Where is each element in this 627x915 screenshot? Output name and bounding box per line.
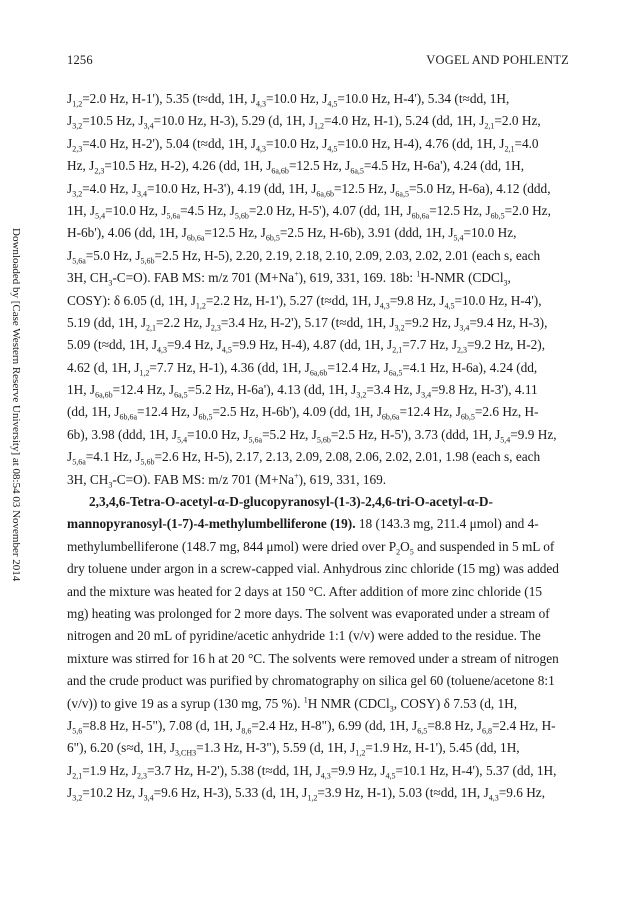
text-run: 6b), 3.98 (ddd, 1H, J [67,426,178,442]
text-run: =10.5 Hz, H-2), 4.26 (dd, 1H, J [104,158,272,174]
text-run: and the crude product was purified by chromatography on silica gel 60 (toluene/acetone 8:1 [67,673,555,689]
subscript: 5,4 [453,234,464,243]
subscript: 6b,6a [119,413,138,423]
text-line [67,88,569,110]
subscript: 6a,6b [271,166,289,176]
text-line [67,715,569,737]
text-run: dry toluene under argon in a screw-capped vial. Anhydrous zinc chloride (15 mg) was added [67,561,559,577]
text-run: =4.0 Hz, H-2'), 5.04 (t≈dd, 1H, J [82,135,256,151]
text-run: J [67,785,73,801]
text-run: 1H, J [67,382,96,398]
text-run: =5.0 Hz, J [85,247,141,263]
subscript: 1,2 [195,301,206,311]
text-run: =8.8 Hz, H-5"), 7.08 (d, 1H, J [82,717,242,733]
text-run: =12.4 Hz, J [137,404,199,420]
subscript: 5,6b [234,211,249,221]
subscript: 3,4 [136,189,147,199]
text-run: mg) heating was prolonged for 2 more days. The solvent was evaporated under a stream of [67,605,550,621]
text-run: nitrogen and 20 mL of pyridine/acetic anhydride 1:1 (v/v) were added to the residue. The [67,628,541,644]
subscript: 6b,5 [490,211,505,221]
text-line [67,603,569,625]
text-line [67,648,569,670]
text-line [67,558,569,580]
text-run: =2.6 Hz, H- [474,404,539,420]
text-run: =7.7 Hz, H-1), 4.36 (dd, 1H, J [149,359,310,375]
text-line [67,133,569,155]
subscript: 6,8 [481,726,492,736]
text-run: O [400,538,410,554]
subscript: 5,6b [316,435,331,445]
text-line [67,312,569,334]
subscript: 4,5 [327,144,338,154]
superscript: 1 [303,695,308,705]
subscript: 2,1 [146,323,157,333]
text-line [67,625,569,647]
text-run: COSY): δ 6.05 (d, 1H, J [67,292,196,308]
running-head: VOGEL AND POHLENTZ [426,53,569,67]
text-run: =12.5 Hz, J [204,225,266,241]
text-run: =10.0 Hz, H-4'), [454,292,542,308]
subscript: 6a,5 [174,390,188,400]
subscript: 3,2 [356,390,367,400]
text-run: 5.09 (t≈dd, 1H, J [67,337,158,353]
subscript: 4,5 [385,771,396,781]
text-run: =2.2 Hz, H-1'), 5.27 (t≈dd, 1H, J [205,292,380,308]
page-header [67,53,569,69]
subscript: 6a,5 [350,166,364,176]
text-run: =1.3 Hz, H-3"), 5.59 (d, 1H, J [196,740,356,756]
subscript: 4,3 [320,771,331,781]
text-run: =3.9 Hz, H-1), 5.03 (t≈dd, 1H, J [317,785,489,801]
subscript: 3 [389,704,394,714]
text-run: =2.5 Hz, H-5'), 3.73 (ddd, 1H, J [330,426,501,442]
subscript: 3,CH3 [175,748,197,758]
subscript: 2,3 [136,771,147,781]
text-run: ), 619, 331, 169. 18b: [298,270,417,286]
text-run: H-NMR (CDCl [420,270,504,286]
subscript: 6b,5 [198,413,213,423]
text-line [67,110,569,132]
text-run: J [67,113,73,129]
subscript: 5,6a [72,457,86,467]
subscript: 6b,6a [186,234,205,243]
subscript: 4,3 [255,99,266,109]
subscript: 5,6a [248,435,263,445]
text-line [67,290,569,312]
subscript: 5,4 [177,435,188,445]
subscript: 3,2 [72,122,83,132]
text-run: 4.62 (d, 1H, J [67,359,140,375]
text-run: J [67,449,73,465]
text-line [67,581,569,603]
text-run: mixture was stirred for 16 h at 20 °C. The solvents were removed under a stream of nitrogen [67,650,559,666]
subscript: 6b,6a [411,211,430,221]
subscript: 6a,6b [95,390,113,400]
text-run: 1H, J [67,202,96,218]
subscript: 1,2 [139,368,150,378]
download-watermark-text: Downloaded by [Case Western Reserve University] at 08:54 03 November 2014 [10,228,22,582]
text-run: =2.6 Hz, H-5), 2.17, 2.13, 2.09, 2.08, 2.06, 2.02, 2.01, 1.98 (each s, each [154,449,541,465]
subscript: 2,1 [484,122,495,132]
subscript: 1,2 [314,122,325,132]
subscript: 4,5 [327,99,338,109]
subscript: 5,6 [72,726,83,736]
text-run: =9.2 Hz, H-2), [467,337,546,353]
subscript: 5,6b [140,256,155,266]
subscript: 3,2 [394,323,405,333]
text-line [67,536,569,558]
text-run: =10.0 Hz, [463,225,517,241]
text-line [67,401,569,423]
download-watermark [2,228,22,678]
superscript: + [294,471,299,481]
text-run: =12.5 Hz, J [333,180,396,196]
text-run: =2.0 Hz, H-5'), 4.07 (dd, 1H, J [248,202,412,218]
text-run: =9.8 Hz, H-3'), 4.11 [431,382,538,398]
subscript: 6b,5 [265,234,280,243]
subscript: 2,3 [210,323,221,333]
text-run: -C=O). FAB MS: m/z 701 (M+Na [112,270,295,286]
subscript: 5,6a [166,211,181,221]
text-run: 3H, CH [67,471,109,487]
subscript: 1,2 [307,793,318,803]
text-run: (dd, 1H, J [67,404,120,420]
subscript: 2,1 [504,144,515,154]
subscript: 3 [108,480,113,490]
subscript: 3 [108,278,113,288]
text-line [67,782,569,804]
text-run: =2.4 Hz, H-8"), 6.99 (dd, 1H, J [251,717,418,733]
text-run: =3.4 Hz, J [366,382,422,398]
text-run: =5.0 Hz, H-6a), 4.12 (ddd, [408,180,551,196]
subscript: 6a,5 [395,189,409,199]
text-run: =2.5 Hz, H-6b'), 4.09 (dd, 1H, J [212,404,382,420]
text-run: =10.5 Hz, J [82,113,144,129]
text-line [67,155,569,177]
text-run: =9.6 Hz, [498,785,546,801]
subscript: 6a,5 [388,368,403,378]
text-run: J [67,717,73,733]
subscript: 5,6a [72,256,86,266]
subscript: 2,3 [72,144,83,154]
text-run: =10.0 Hz, H-3), 5.29 (d, 1H, J [153,113,315,129]
text-run: =1.9 Hz, J [82,762,137,778]
subscript: 2,3 [94,166,105,176]
text-run: =10.0 Hz, J [105,202,167,218]
text-line [67,737,569,759]
text-run: =4.1 Hz, J [85,449,141,465]
text-run: =9.4 Hz, H-3), [469,314,548,330]
text-run: J [67,135,73,151]
subscript: 3,4 [459,323,470,333]
text-run: =4.0 Hz, J [82,180,137,196]
text-run: -C=O). FAB MS: m/z 701 (M+Na [112,471,295,487]
subscript: 4,3 [157,345,168,355]
text-run: =12.4 Hz, J [399,404,461,420]
subscript: 5 [409,547,414,557]
text-line [67,513,569,535]
text-run: =9.4 Hz, J [167,337,222,353]
text-run: H-6b'), 4.06 (dd, 1H, J [67,225,187,241]
text-run: 5.19 (dd, 1H, J [67,314,147,330]
subscript: 3,2 [72,189,83,199]
subscript: 3,2 [72,793,83,803]
text-run: =2.5 Hz, H-5), 2.20, 2.19, 2.18, 2.10, 2.09, 2.03, 2.02, 2.01 (each s, each [154,247,541,263]
text-run: =10.0 Hz, H-3'), 4.19 (dd, 1H, J [146,180,317,196]
text-run: =9.9 Hz, [510,426,557,442]
subscript: 5,6b [140,457,155,467]
text-line [67,379,569,401]
text-run: =1.9 Hz, H-1'), 5.45 (dd, 1H, [365,740,520,756]
text-run: 6"), 6.20 (s≈d, 1H, J [67,740,176,756]
text-run: =12.5 Hz, J [288,158,351,174]
text-run: =2.2 Hz, J [156,314,211,330]
text-run: mannopyranosyl-(1-7)-4-methylumbelliferone (19). [67,516,359,532]
text-run: =4.0 Hz, H-1), 5.24 (dd, 1H, J [324,113,485,129]
subscript: 5,4 [500,435,511,445]
text-line [67,760,569,782]
text-run: =3.7 Hz, H-2'), 5.38 (t≈dd, 1H, J [146,762,321,778]
subscript: 4,3 [255,144,266,154]
text-line [67,693,569,715]
text-run: =3.4 Hz, H-2'), 5.17 (t≈dd, 1H, J [220,314,395,330]
text-line [67,178,569,200]
text-line [67,267,569,289]
text-run: , [507,270,511,286]
text-run: =8.8 Hz, J [427,717,482,733]
text-line [67,469,569,491]
text-line [67,357,569,379]
text-run: =9.2 Hz, J [404,314,460,330]
subscript: 2,3 [457,345,468,355]
text-run: 18 (143.3 mg, 211.4 μmol) and 4- [358,516,539,532]
text-run: =2.0 Hz, [494,113,541,129]
text-line [67,222,569,244]
subscript: 3,4 [143,793,154,803]
text-run: =4.1 Hz, H-6a), 4.24 (dd, [402,359,538,375]
subscript: 5,4 [95,211,106,221]
text-run: =4.5 Hz, J [180,202,235,218]
subscript: 1,2 [72,99,83,109]
subscript: 4,3 [379,301,390,311]
text-run: =10.0 Hz, J [265,135,328,151]
text-run: , COSY) δ 7.53 (d, 1H, [393,695,518,711]
text-run: =2.4 Hz, H- [491,717,556,733]
subscript: 2,1 [392,345,403,355]
text-run: =9.9 Hz, H-4), 4.87 (dd, 1H, J [231,337,393,353]
text-run: =9.8 Hz, J [389,292,445,308]
text-run: =10.0 Hz, H-4'), 5.34 (t≈dd, 1H, [337,91,510,106]
text-run: H NMR (CDCl [307,695,390,711]
text-line [67,670,569,692]
text-run: J [67,762,73,778]
text-run: =12.4 Hz, J [327,359,389,375]
text-run: ), 619, 331, 169. [298,471,387,487]
text-run: J [67,247,73,263]
subscript: 3,4 [143,122,154,132]
text-run: J [67,180,73,196]
text-run: =10.0 Hz, J [187,426,249,442]
text-run: =4.0 [514,135,539,151]
subscript: 8,6 [241,726,252,736]
text-run: =10.0 Hz, H-4), 4.76 (dd, 1H, J [337,135,505,151]
text-run: methylumbelliferone (148.7 mg, 844 μmol) were dried over P [67,538,397,554]
text-run: and the mixture was heated for 2 days at 150 °C. After addition of more zinc chloride (15 [67,583,542,599]
subscript: 4,3 [488,793,499,803]
subscript: 4,5 [444,301,455,311]
subscript: 3,4 [421,390,432,400]
article-body [67,88,569,805]
subscript: 6,5 [417,726,428,736]
text-line [67,491,569,513]
subscript: 4,5 [221,345,232,355]
subscript: 6a,6b [309,368,328,378]
text-line [67,334,569,356]
text-run: =7.7 Hz, J [402,337,458,353]
subscript: 3 [503,278,508,288]
subscript: 6b,5 [460,413,475,423]
text-run: and suspended in 5 mL of [413,538,555,554]
text-run: =2.5 Hz, H-6b), 3.91 (ddd, 1H, J [279,225,454,241]
text-run: =5.2 Hz, H-6a'), 4.13 (dd, 1H, J [187,382,357,398]
text-run: =2.0 Hz, H-1'), 5.35 (t≈dd, 1H, J [82,91,256,106]
subscript: 6b,6a [381,413,400,423]
subscript: 2 [396,547,401,557]
superscript: 1 [416,269,421,279]
text-line [67,200,569,222]
text-run: =12.5 Hz, J [429,202,491,218]
text-run: =2.0 Hz, [504,202,551,218]
text-line [67,424,569,446]
text-run: 3H, CH [67,270,109,286]
text-run: J [67,91,73,106]
text-run: (v/v)) to give 19 as a syrup (130 mg, 75 %). [67,695,304,711]
text-run: =5.2 Hz, J [262,426,317,442]
text-run: =9.6 Hz, H-3), 5.33 (d, 1H, J [153,785,308,801]
superscript: + [294,269,299,279]
text-run: =12.4 Hz, J [112,382,175,398]
text-line [67,446,569,468]
text-run: =4.5 Hz, H-6a'), 4.24 (dd, 1H, [363,158,525,174]
text-run: =10.0 Hz, J [265,91,328,106]
text-run: =9.9 Hz, J [330,762,386,778]
subscript: 1,2 [355,748,366,758]
text-run: =10.2 Hz, J [82,785,144,801]
text-run: Hz, J [67,158,95,174]
text-run: 2,3,4,6-Tetra-O-acetyl-α-D-glucopyranosyl-(1-3)-2,4,6-tri-O-acetyl-α-D- [89,494,493,510]
page-number: 1256 [67,53,93,67]
subscript: 2,1 [72,771,83,781]
subscript: 6a,6b [316,189,334,199]
text-run: =10.1 Hz, H-4'), 5.37 (dd, 1H, [395,762,557,778]
text-line [67,245,569,267]
